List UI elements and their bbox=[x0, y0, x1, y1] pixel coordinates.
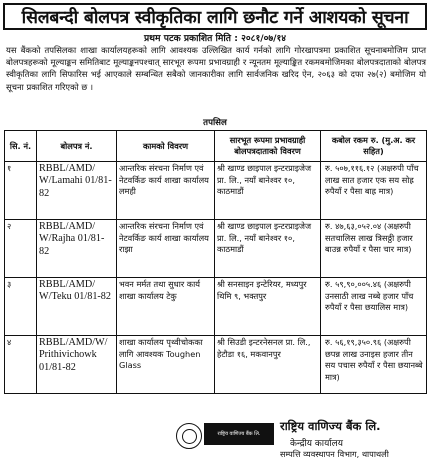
row-amount: रु. ५६,१९,३५०.९६ (अक्षरुपी छपन्न लाख उनाइस हजार तीन सय पचास रुपैयाँ र पैसा छयानब्बे मात्र) bbox=[321, 336, 427, 394]
row-bidder: श्री खाण्ड छाइपाल इन्टरप्राइजेज प्रा. लि., नयाँ बानेश्वर १०, काठमाडौं bbox=[215, 220, 321, 278]
bank-seal-icon bbox=[176, 423, 202, 449]
header-bid-number: बोलपत्र नं. bbox=[37, 131, 117, 162]
header-work-description: कामको विवरण bbox=[117, 131, 215, 162]
row-work-description: आन्तरिक संरचना निर्माण एवं नेटवर्किङ कार्य शाखा कार्यालय राझा bbox=[117, 220, 215, 278]
row-bid-number: RBBL/AMD/ W/Lamahi 01/81-82 bbox=[37, 162, 117, 220]
row-bidder: श्री खाण्ड छाइपाल इन्टरप्राइजेज प्रा. लि., नयाँ बानेश्वर १०, काठमाडौं bbox=[215, 162, 321, 220]
bank-logo-text: राष्ट्रिय वाणिज्य बैंक लि. bbox=[217, 430, 261, 437]
notice-body: यस बैंकको तपसिलका शाखा कार्यालयहरूको लागि आवश्यक उल्लिखित कार्य गर्नको लागि गोरखापत्रमा प्रकाशित सूचनाबमोजिम प्राप्त बोलपत्रहरूको मूल्याङ्कन समितिबाट मूल्याङ्कनपश्चात् सारभूत रूपमा प्रभावग्राही र न्यूनतम मूल्याङ्कित रकमबमोजिमका बोलपत्रदाताको बोलपत्र स्वीकृतिका लागि सिफारिस भई आएकाले सम्बन्धित सबैको जानकारीका लागि सार्वजनिक खरिद ऐन, २०६३ को दफा २७(२) बमोजिम यो सूचना प्रकाशित गरिएको छ । bbox=[6, 45, 426, 92]
table-row bbox=[5, 220, 427, 278]
row-bidder: श्री सनसाइन इन्टेरियर, मध्यपुर थिमि ९, भक्तपुर bbox=[215, 278, 321, 336]
row-sn: १ bbox=[5, 162, 37, 220]
row-work-description: आन्तरिक संरचना निर्माण एवं नेटवर्किङ कार्य शाखा कार्यालय लमही bbox=[117, 162, 215, 220]
table-row bbox=[5, 336, 427, 394]
row-work-description: शाखा कार्यालय पृथ्वीचोकका लागि आवश्यक Toughen Glass bbox=[117, 336, 215, 394]
table-caption: तपसिल bbox=[203, 118, 227, 128]
row-work-description: भवन मर्मत तथा सुधार कार्य शाखा कार्यालय टेकु bbox=[117, 278, 215, 336]
table-row bbox=[5, 278, 427, 336]
row-bid-number: RBBL/AMD/W/ Prithivichowk 01/81-82 bbox=[37, 336, 117, 394]
bank-logo bbox=[204, 423, 274, 445]
bank-name: राष्ट्रिय वाणिज्य बैंक लि. bbox=[280, 419, 381, 433]
row-bid-number: RBBL/AMD/ W/Teku 01/81-82 bbox=[37, 278, 117, 336]
row-bid-number: RBBL/AMD/ W/Rajha 01/81-82 bbox=[37, 220, 117, 278]
notice-title-text: सिलबन्दी बोलपत्र स्वीकृतिका लागि छनौट गर्ने आशयको सूचना bbox=[21, 7, 409, 28]
row-sn: २ bbox=[5, 220, 37, 278]
header-sn: सि. नं. bbox=[5, 131, 37, 162]
bank-department: सम्पत्ति व्यवस्थापन विभाग, थापाथली bbox=[280, 449, 389, 459]
details-table-wrapper bbox=[4, 116, 426, 394]
details-table bbox=[4, 130, 427, 394]
publication-date: प्रथम पटक प्रकाशित मिति : २०८१/०७/१४ bbox=[143, 33, 287, 44]
footer-signature-block bbox=[0, 417, 430, 468]
row-amount: रु. ५९,९०,००५.४६ (अक्षरुपी उनसाठी लाख नब्बे हजार पाँच रुपैयाँ र पैसा छयालिस मात्र) bbox=[321, 278, 427, 336]
notice-title bbox=[3, 3, 427, 30]
bank-office: केन्द्रीय कार्यालय bbox=[290, 439, 344, 449]
row-amount: रु. ५०७,११६.१२ (अक्षरुपी पाँच लाख सात हजार एक सय सोह्र रुपैयाँ र पैसा बाह्र मात्र) bbox=[321, 162, 427, 220]
table-header-row bbox=[5, 131, 427, 162]
table-row bbox=[5, 162, 427, 220]
header-amount: कबोल रकम रु. (मु.अ. कर सहित) bbox=[321, 131, 427, 162]
header-bidder: सारभूत रूपमा प्रभावग्राही बोलपत्रदाताको विवरण bbox=[215, 131, 321, 162]
row-bidder: श्री सिउडी इन्टरनेसनल प्रा. लि., हेटौडा १६, मकवानपुर bbox=[215, 336, 321, 394]
row-sn: ४ bbox=[5, 336, 37, 394]
row-sn: ३ bbox=[5, 278, 37, 336]
row-amount: रु. ४७,६३,०५२.०४ (अक्षरुपी सतचालिस लाख त्रिसठ्ठी हजार बाउन्न रुपैयाँ र पैसा चार मात्र) bbox=[321, 220, 427, 278]
